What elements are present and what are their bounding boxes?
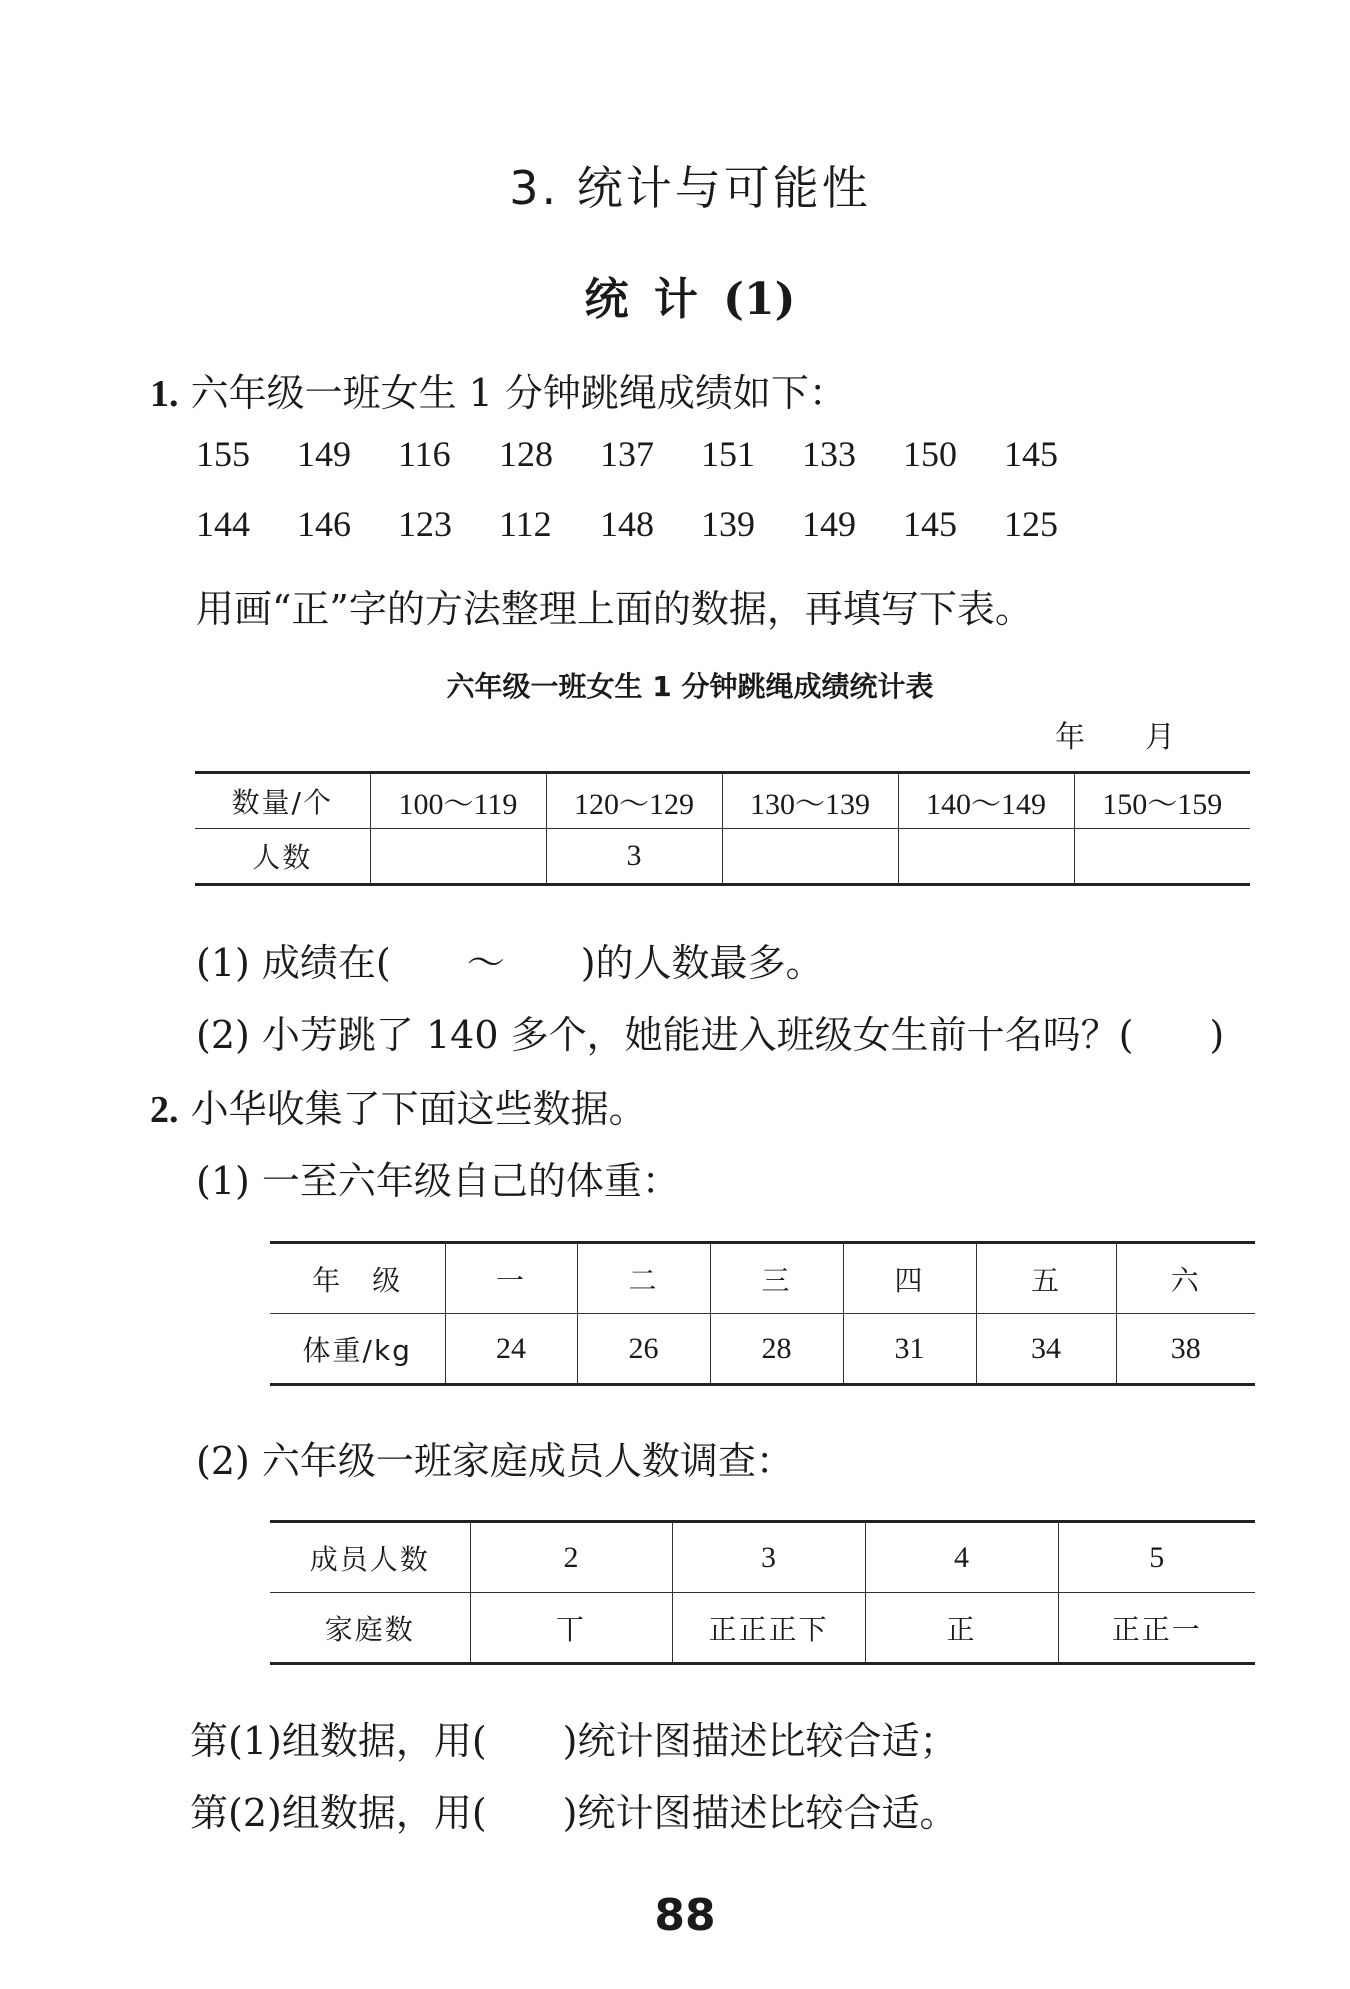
table-row [195,829,1250,885]
score: 146 [297,504,351,544]
score: 137 [600,434,654,474]
tally-cell: 正 [865,1593,1058,1664]
tally-cell: 正正一 [1058,1593,1255,1664]
table-row [270,1314,1255,1385]
question-1-text: 六年级一班女生 1 分钟跳绳成绩如下： [190,371,847,415]
table-header-row [270,1243,1255,1314]
table-cell: 四 [843,1243,976,1314]
table-cell: 120～129 [546,773,722,829]
question-2 [150,1078,647,1133]
question-1 [150,362,847,417]
table-cell: 150～159 [1074,773,1250,829]
page-number: 88 [654,1890,716,1941]
score: 148 [600,504,654,544]
table-cell: 人数 [195,829,370,885]
date-year-label: 年 [1055,720,1085,755]
table-cell: 26 [577,1314,710,1385]
score: 133 [802,434,856,474]
table-cell: 100～119 [370,773,546,829]
score: 125 [1004,504,1058,544]
section-title: 统 计 (1) [584,274,796,325]
table-cell: 34 [976,1314,1116,1385]
scores-row-1 [196,433,1105,475]
score: 128 [499,434,553,474]
score: 123 [398,504,452,544]
question-2-answer-1: 第(1)组数据，用( )统计图描述比较合适； [190,1719,958,1763]
table-row [270,1593,1255,1664]
table-cell: 数量/个 [195,773,370,829]
table-caption: 六年级一班女生 1 分钟跳绳成绩统计表 [446,670,934,703]
table-cell: 140～149 [898,773,1074,829]
weight-table [270,1241,1255,1386]
tally-cell: 正正正下 [672,1593,865,1664]
table-cell: 一 [445,1243,577,1314]
table-cell: 三 [710,1243,843,1314]
table-input-cell[interactable] [1074,829,1250,885]
table-cell: 130～139 [722,773,898,829]
table-cell: 家庭数 [270,1593,470,1664]
score: 144 [196,504,250,544]
table-cell: 2 [470,1522,672,1593]
date-line [1055,712,1235,756]
score: 112 [499,504,552,544]
table-cell: 成员人数 [270,1522,470,1593]
family-size-table [270,1520,1255,1665]
table-input-cell[interactable] [722,829,898,885]
table-cell: 体重/kg [270,1314,445,1385]
question-1-sub-1: (1) 成绩在( ～ )的人数最多。 [196,941,824,985]
score: 139 [701,504,755,544]
score: 150 [903,434,957,474]
table-input-cell[interactable]: 3 [546,829,722,885]
table-input-cell[interactable] [370,829,546,885]
score: 145 [1004,434,1058,474]
question-1-number: 1. [150,373,179,415]
score: 149 [297,434,351,474]
jump-rope-score-table [195,771,1250,886]
table-input-cell[interactable] [898,829,1074,885]
table-cell: 24 [445,1314,577,1385]
table-cell: 5 [1058,1522,1255,1593]
question-1-sub-2: (2) 小芳跳了 140 多个，她能进入班级女生前十名吗？( ) [196,1013,1225,1057]
table-header-row [195,773,1250,829]
table-cell: 五 [976,1243,1116,1314]
question-2-sub-1-title: (1) 一至六年级自己的体重： [196,1159,680,1203]
date-month-label: 月 [1145,720,1175,755]
score: 149 [802,504,856,544]
score: 145 [903,504,957,544]
question-1-instruction: 用画“正”字的方法整理上面的数据，再填写下表。 [196,587,1033,631]
table-cell: 28 [710,1314,843,1385]
table-cell: 六 [1116,1243,1255,1314]
table-cell: 38 [1116,1314,1255,1385]
table-cell: 31 [843,1314,976,1385]
score: 116 [398,434,451,474]
question-2-answer-2: 第(2)组数据，用( )统计图描述比较合适。 [190,1791,958,1835]
table-cell: 4 [865,1522,1058,1593]
question-2-sub-2-title: (2) 六年级一班家庭成员人数调查： [196,1439,794,1483]
table-cell: 3 [672,1522,865,1593]
tally-cell: 丅 [470,1593,672,1664]
score: 155 [196,434,250,474]
table-cell: 年 级 [270,1243,445,1314]
question-2-text: 小华收集了下面这些数据。 [190,1087,647,1131]
question-2-number: 2. [150,1089,179,1131]
chapter-title: 3. 统计与可能性 [509,161,871,215]
scores-row-2 [196,503,1105,545]
score: 151 [701,434,755,474]
table-header-row [270,1522,1255,1593]
table-cell: 二 [577,1243,710,1314]
